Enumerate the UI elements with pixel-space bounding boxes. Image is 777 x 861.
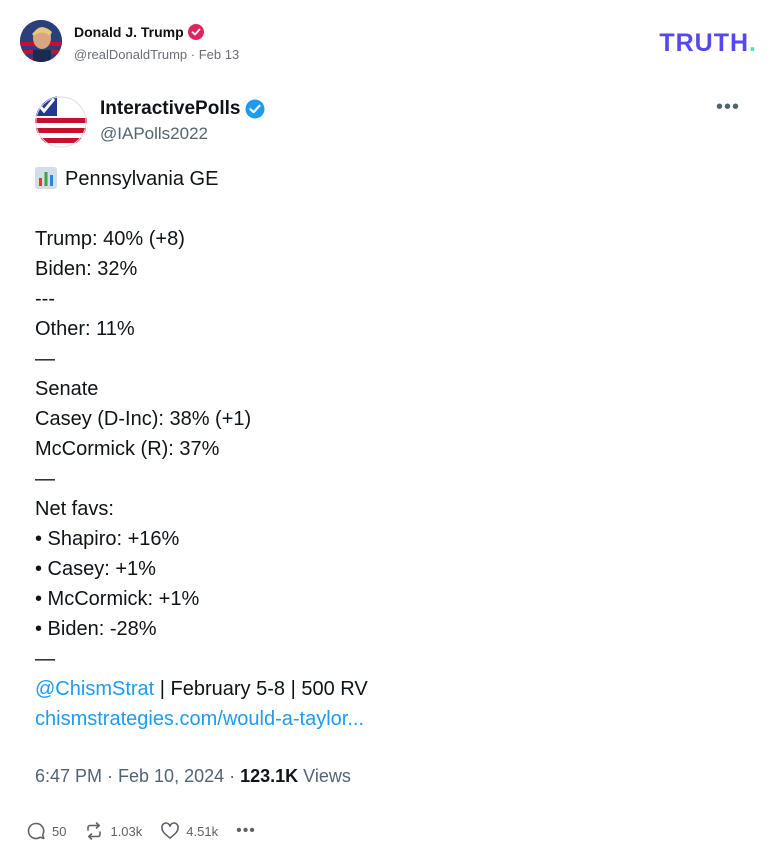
tweet-line: — [35, 648, 55, 670]
tweet-author-handle: @IAPolls2022 [100, 124, 208, 143]
tweet-line: — [35, 348, 55, 370]
author-name[interactable] [74, 24, 204, 40]
tweet-blank-line [35, 194, 735, 224]
tweet-link-line [35, 704, 735, 734]
bar-chart-icon [35, 167, 57, 189]
tweet-timestamp-text: 6:47 PM · Feb 10, 2024 · [35, 766, 241, 786]
tweet-author-name-text: InteractivePolls [100, 98, 241, 119]
heart-icon [160, 821, 180, 841]
tweet-line: Senate [35, 378, 99, 400]
tweet-timestamp [35, 766, 351, 787]
like-count: 4.51k [186, 823, 219, 839]
tweet-line: • Shapiro: +16% [35, 528, 180, 550]
comment-icon [26, 821, 46, 841]
embedded-tweet-image[interactable] [33, 96, 743, 856]
more-options-icon[interactable]: ••• [236, 822, 256, 839]
blue-verified-icon [245, 99, 265, 119]
source-mention: @ChismStrat [35, 678, 155, 700]
truth-logo-text: TRUTH [659, 29, 750, 57]
avatar[interactable] [20, 20, 62, 62]
tweet-avatar [35, 96, 87, 148]
tweet-line: — [35, 468, 55, 490]
post-header [20, 20, 757, 66]
tweet-author-name [100, 98, 265, 120]
truth-logo-dot: . [749, 29, 757, 57]
tweet-line: Biden: 32% [35, 258, 138, 280]
retruth-icon [84, 821, 104, 841]
tweet-line: Net favs: [35, 498, 114, 520]
reply-button[interactable] [26, 821, 66, 841]
tweet-views-label: Views [298, 766, 351, 786]
tweet-title: Pennsylvania GE [65, 168, 219, 190]
like-button[interactable] [160, 821, 218, 841]
tweet-line: --- [35, 288, 55, 310]
reply-count: 50 [52, 823, 67, 839]
tweet-line: Casey (D-Inc): 38% (+1) [35, 408, 252, 430]
author-meta [74, 47, 239, 62]
tweet-views-count: 123.1K [240, 766, 299, 786]
tweet-line: Other: 11% [35, 318, 135, 340]
tweet-source-line [35, 674, 735, 704]
tweet-link: chismstrategies.com/would-a-taylor... [35, 708, 365, 730]
tweet-line: Trump: 40% (+8) [35, 228, 185, 250]
tweet-line: • McCormick: +1% [35, 588, 200, 610]
retruth-button[interactable] [84, 821, 142, 841]
tweet-more-icon: ••• [715, 96, 740, 118]
author-name-text: Donald J. Trump [74, 24, 184, 40]
tweet-line: • Biden: -28% [35, 618, 157, 640]
meta-separator: · [190, 47, 199, 62]
verified-badge-icon [188, 24, 204, 40]
tweet-line: McCormick (R): 37% [35, 438, 220, 460]
source-details: | February 5-8 | 500 RV [154, 678, 368, 700]
tweet-body [35, 164, 735, 734]
post-date[interactable]: Feb 13 [198, 47, 240, 62]
retruth-count: 1.03k [110, 823, 143, 839]
truth-logo[interactable] [659, 29, 757, 58]
tweet-line: • Casey: +1% [35, 558, 156, 580]
action-bar [26, 820, 274, 842]
author-handle[interactable]: @realDonaldTrump [74, 47, 188, 62]
tweet-title-line [35, 164, 735, 194]
